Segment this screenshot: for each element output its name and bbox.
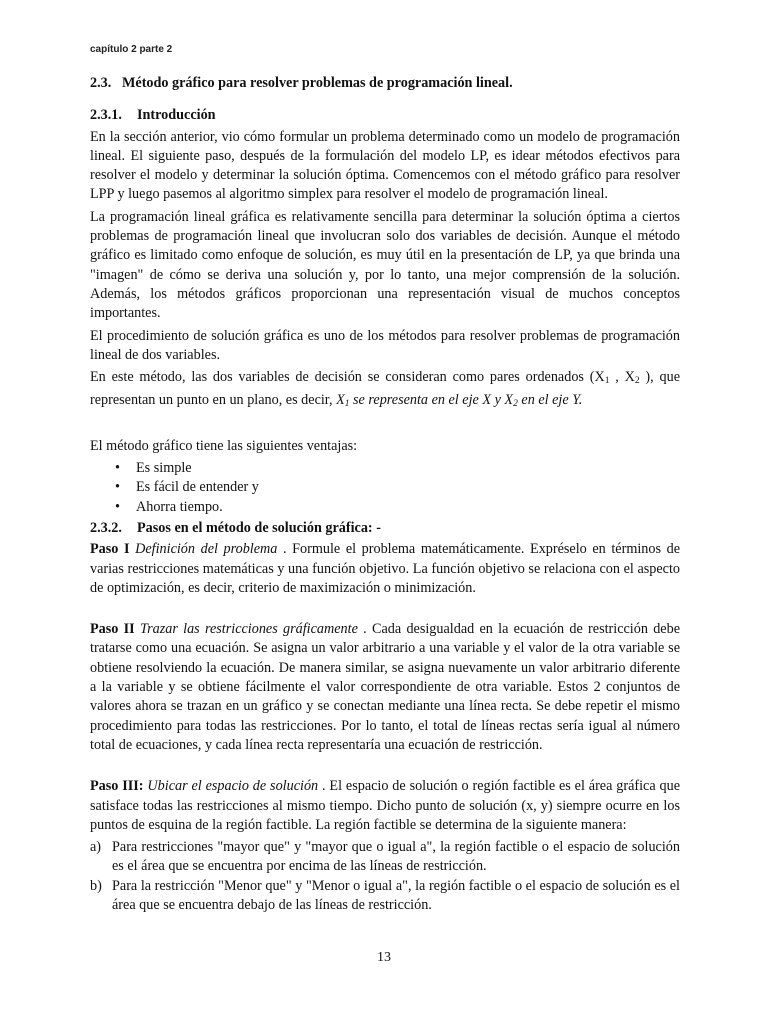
running-head: capítulo 2 parte 2	[90, 44, 173, 55]
paso-3-text: . El espacio de solución o región factible es el área gráfica que satisface todas las restricciones al mismo tiempo. Dicho punto de solución (x, y) siempre ocurre en los puntos de esquina de la región factible. La región factible se determina de la siguiente manera:	[90, 778, 681, 833]
section-heading	[90, 74, 680, 93]
paso-1-label: Paso I	[90, 541, 130, 558]
list-item: • Es simple	[112, 459, 680, 478]
p4-italic-2: se representa en el eje X y X	[349, 392, 514, 409]
list-item: • Es fácil de entender y	[112, 478, 680, 497]
p4-tail: ), que representan un punto en un plano, es decir,	[90, 369, 680, 409]
steps-number: 2.3.2.	[90, 519, 122, 536]
list-item-text: Para la restricción "Menor que" y "Menor o igual a", la región factible o el espacio de solución es el área que se encuentra debajo de las líneas de restricción.	[112, 877, 680, 913]
spacer	[90, 601, 680, 620]
list-marker: a)	[90, 839, 102, 856]
paso-2-text: . Cada desigualdad en la ecuación de restricción debe tratarse como una ecuación. Se asigna un valor arbitrario a una variable y el valor de la otra variable se obtiene resolviendo la ecuación. De manera similar, se asigna nuevamente un valor arbitrario diferente a la variable y se obtiene fácilmente el valor correspondiente de otra variable. Estos 2 conjuntos de valores ahora se trazan en un gráfico y se conectan mediante una línea recta. Se debe repetir el mismo procedimiento para todas las restricciones. Por lo tanto, el total de líneas rectas sería igual al número total de ecuaciones, y cada línea recta representaría una ecuación de restricción.	[90, 621, 680, 753]
section-title: Método gráfico para resolver problemas de programación lineal.	[122, 75, 513, 91]
paso-3-label: Paso III:	[90, 778, 144, 795]
intro-heading	[90, 106, 680, 125]
section-number: 2.3.	[90, 75, 112, 91]
p4-sub-1: 1	[604, 376, 610, 387]
spacer	[90, 758, 680, 777]
paso-1-title: Definición del problema	[135, 541, 278, 558]
intro-paragraph-1: En la sección anterior, vio cómo formular un problema determinado como un modelo de programación lineal. El siguiente paso, después de la formulación del modelo LP, es idear métodos efectivos para resolver el modelo y determinar la solución óptima. Comencemos con el método gráfico para resolver LPP y luego pasemos al algoritmo simplex para resolver el modelo de programación lineal.	[90, 128, 680, 203]
paso-3	[90, 777, 680, 835]
paso-2-title: Trazar las restricciones gráficamente	[140, 621, 358, 638]
steps-heading	[90, 519, 680, 538]
intro-paragraph-4	[90, 368, 680, 415]
paso-2	[90, 620, 680, 755]
intro-paragraph-3: El procedimiento de solución gráfica es uno de los métodos para resolver problemas de programación lineal de dos variables.	[90, 327, 680, 363]
p4-mid: , X	[609, 369, 635, 386]
list-item	[90, 838, 680, 877]
spacer	[90, 418, 680, 437]
paso-2-label: Paso II	[90, 621, 135, 638]
intro-paragraph-2: La programación lineal gráfica es relativamente sencilla para determinar la solución óptima a ciertos problemas de programación lineal que involucran solo dos variables de decisión. Aunque el método gráfico es limitado como enfoque de solución, es muy útil en la presentación de LP, ya que brinda una "imagen" de cómo se deriva una solución y, por lo tanto, una mejor comprensión de la solución. Además, los métodos gráficos proporcionan una representación visual de muchos conceptos importantes.	[90, 208, 680, 322]
list-item: • Ahorra tiempo.	[112, 498, 680, 517]
intro-number: 2.3.1.	[90, 107, 122, 124]
p4-lead: En este método, las dos variables de decisión se consideran como pares ordenados (X	[90, 369, 605, 386]
advantages-list	[90, 459, 680, 517]
p4-italic-sub-2: 2	[513, 399, 518, 410]
steps-title: Pasos en el método de solución gráfica: -	[137, 519, 381, 536]
p4-italic-1: X	[336, 392, 345, 409]
feasible-region-list	[90, 838, 680, 915]
advantages-intro: El método gráfico tiene las siguientes ventajas:	[90, 437, 358, 454]
list-item-text: Para restricciones "mayor que" y "mayor que o igual a", la región factible o el espacio de solución es el área que se encuentra por encima de las líneas de restricción.	[112, 839, 680, 875]
p4-italic-sub-1: 1	[344, 399, 350, 410]
paso-1-text: . Formule el problema matemáticamente. Expréselo en términos de varias restricciones matemáticas y una función objetivo. La función objetivo se relaciona con el aspecto de optimización, es decir, criterio de maximización o minimización.	[90, 541, 680, 596]
paso-3-title: Ubicar el espacio de solución	[147, 778, 319, 795]
intro-title: Introducción	[137, 107, 216, 124]
page-content	[90, 74, 680, 915]
page-number: 13	[377, 950, 391, 965]
list-marker: b)	[90, 877, 102, 894]
list-item	[90, 877, 680, 916]
p4-sub-2: 2	[634, 376, 640, 387]
p4-italic-3: en el eje Y.	[517, 392, 583, 409]
paso-1	[90, 540, 680, 598]
